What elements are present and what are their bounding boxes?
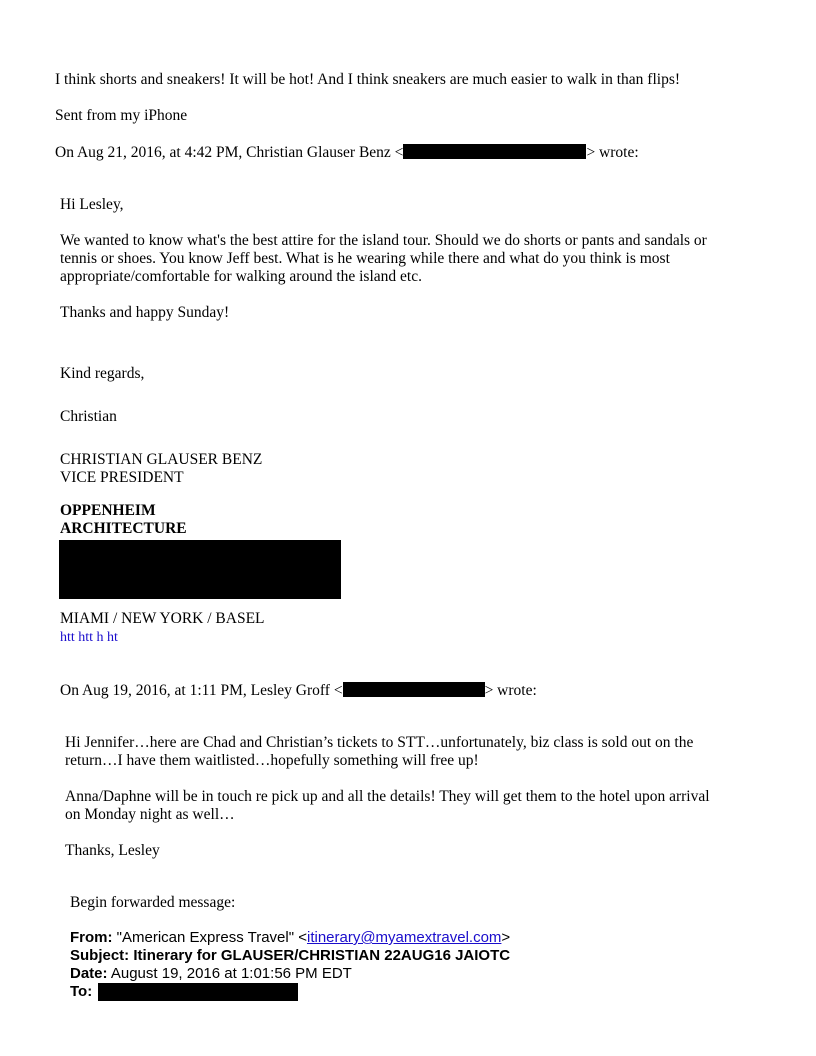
christian-thanks: Thanks and happy Sunday!	[60, 304, 230, 321]
christian-name: Christian	[60, 408, 117, 425]
forwarded-intro: Begin forwarded message:	[70, 894, 236, 911]
forwarded-date-row	[70, 965, 352, 983]
redacted-email-christian	[403, 144, 586, 159]
subject-value: Itinerary for GLAUSER/CHRISTIAN 22AUG16 JAIOTC	[133, 947, 511, 964]
date-label: Date:	[70, 965, 108, 982]
christian-body-line1: We wanted to know what's the best attire for the island tour. Should we do shorts or pants and sandals or	[60, 232, 707, 249]
quote-header-prefix: On Aug 21, 2016, at 4:42 PM, Christian Glauser Benz <	[55, 144, 404, 161]
forwarded-subject-row	[70, 947, 510, 965]
from-name: "American Express Travel" <	[116, 929, 307, 946]
quote-header-prefix: On Aug 19, 2016, at 1:11 PM, Lesley Groff <	[60, 682, 343, 699]
company-name-line2: ARCHITECTURE	[60, 520, 187, 537]
forwarded-from-row	[70, 929, 510, 947]
quote-header-lesley	[60, 682, 537, 700]
office-locations: MIAMI / NEW YORK / BASEL	[60, 610, 265, 627]
redacted-to-address	[98, 983, 298, 1001]
from-label: From:	[70, 929, 113, 946]
lesley-para1-line1: Hi Jennifer…here are Chad and Christian’s tickets to STT…unfortunately, biz class is sold out on the	[65, 734, 694, 751]
redacted-contact-block	[59, 540, 341, 599]
signature-title: VICE PRESIDENT	[60, 469, 184, 486]
lesley-para1-line2: return…I have them waitlisted…hopefully something will free up!	[65, 752, 479, 769]
company-name-line1: OPPENHEIM	[60, 502, 156, 519]
reply-body: I think shorts and sneakers! It will be hot! And I think sneakers are much easier to walk in than flips!	[55, 71, 681, 88]
lesley-signoff: Thanks, Lesley	[65, 842, 160, 859]
quote-header-suffix: > wrote:	[484, 682, 537, 699]
subject-label: Subject:	[70, 947, 130, 964]
quote-header-christian	[55, 144, 639, 162]
lesley-para2-line2: on Monday night as well…	[65, 806, 235, 823]
christian-body-line3: appropriate/comfortable for walking around the island etc.	[60, 268, 422, 285]
quote-header-suffix: > wrote:	[586, 144, 639, 161]
from-email-link[interactable]: itinerary@myamextravel.com	[306, 929, 502, 946]
lesley-para2-line1: Anna/Daphne will be in touch re pick up and all the details! They will get them to the hotel upon arrival	[65, 788, 710, 805]
christian-closing: Kind regards,	[60, 365, 145, 382]
christian-greeting: Hi Lesley,	[60, 196, 124, 213]
date-value: August 19, 2016 at 1:01:56 PM EDT	[110, 965, 352, 982]
to-label: To:	[70, 983, 93, 1000]
reply-signature: Sent from my iPhone	[55, 107, 188, 124]
truncated-link[interactable]: htt htt h ht	[60, 631, 118, 641]
from-close: >	[501, 929, 511, 946]
christian-body-line2: tennis or shoes. You know Jeff best. What is he wearing while there and what do you think is most	[60, 250, 670, 267]
forwarded-to-row	[70, 983, 92, 1001]
redacted-email-lesley	[343, 682, 485, 697]
signature-name: CHRISTIAN GLAUSER BENZ	[60, 451, 263, 468]
